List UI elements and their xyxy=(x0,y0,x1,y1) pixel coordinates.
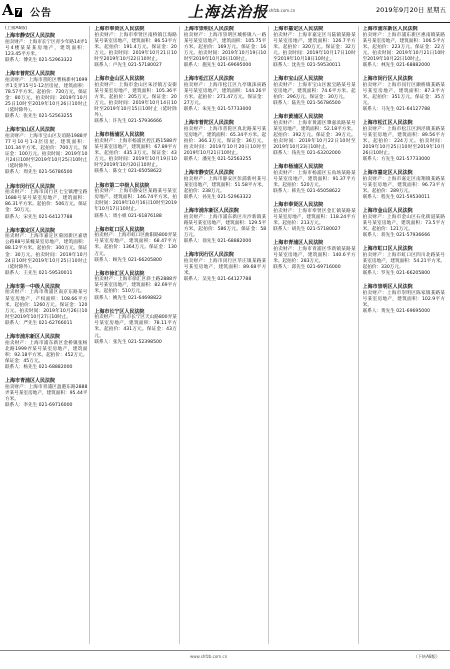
notice-body: 拍卖财产：上海市虹口区四川北路某号某室房地产，建筑面积：54.21平方米。起拍价：330万元。 xyxy=(362,252,446,271)
notice-body: 拍卖财产：上海市静安区彭浦新村某号某室房地产，建筑面积：51.58平方米。起拍价：238万元。 xyxy=(183,176,267,195)
page-badge xyxy=(2,2,22,18)
notice-contact: 联系人：邱先生 021-69716000 xyxy=(273,265,341,271)
court-notice xyxy=(5,334,87,371)
notice-title: 上海市宝山区人民法院 xyxy=(5,127,56,134)
page-letter: A xyxy=(2,1,14,19)
notice-title: 上海市普陀区人民法院 xyxy=(183,120,234,127)
page-footer xyxy=(0,650,450,669)
notice-contact: 联系人：施先生 021-69695000 xyxy=(183,63,252,69)
court-notice xyxy=(184,76,266,113)
court-notice xyxy=(5,33,87,64)
notice-title: 上海市闵行区人民法院 xyxy=(362,76,413,83)
court-notice xyxy=(363,170,445,201)
notice-contact: 联系人：朱先生 021-57733000 xyxy=(183,107,252,113)
notice-title: 上海市奉贤区人民法院 xyxy=(94,26,145,32)
notice-column xyxy=(273,26,358,644)
notice-contact: 联系人：徐先生 021-68882000 xyxy=(183,239,252,245)
court-notice xyxy=(363,120,445,163)
notice-contact: 联系人：傅先生 021-52963322 xyxy=(5,57,73,63)
court-notice xyxy=(363,208,445,239)
notice-body: 拍卖财产：上海市普陀区真北路某号某室房地产，建筑面积：65.34平方米。起拍价：366.3万元。保证金：36万元。拍卖时间：2019年10月20日10时至2019年10月21日10时止。 xyxy=(183,126,267,157)
court-notice xyxy=(273,26,355,69)
notice-title: 上海市杨浦区人民法院 xyxy=(94,132,145,139)
notice-title: 上海市宝山区人民法院 xyxy=(273,76,324,83)
notice-title: 上海市普陀区人民法院 xyxy=(5,71,56,78)
continued-note: （下转A8版） xyxy=(413,654,440,659)
notice-body: 拍卖财产：上海市普陀区曹杨新村1699弄1支弄15号1-12层房屋，建筑面积：78.57平方米。起拍价：720万元。保证金：80万元。拍卖时间：2019年10月25日10时至2019年10月26日10时止（延时除外）。 xyxy=(5,77,88,114)
notice-column xyxy=(363,26,445,644)
notice-contact: 联系人：严先生 021-62766011 xyxy=(5,320,73,326)
court-notice xyxy=(184,120,266,163)
continuation-tag: (上接A6版) xyxy=(5,26,28,31)
notice-body: 拍卖财产：上海市嘉定区南翔镇某路某号某室房地产，建筑面积：96.73平方米。起拍价：289万元。 xyxy=(362,176,446,195)
notice-body: 拍卖财产：上海市崇明区城桥镇八一路某号某室房地产，建筑面积：105.75平方米。起拍价：169万元。保证金：16万元。拍卖时间：2019年10月19日10时至2019年10月20日10时止。 xyxy=(183,32,267,62)
court-notice xyxy=(94,271,176,302)
court-notice xyxy=(363,26,445,69)
notice-contact: 联系人：周先生 021-56786500 xyxy=(5,170,73,176)
notice-title: 上海市浦东新区人民法院 xyxy=(362,26,418,32)
newspaper-masthead: 上海法治报 xyxy=(188,3,269,21)
court-notice xyxy=(363,76,445,113)
court-notice xyxy=(5,284,87,327)
court-notice xyxy=(5,71,87,120)
notice-contact: 联系人：顾先生 021-66205800 xyxy=(94,257,162,263)
notice-title: 上海市浦东新区人民法院 xyxy=(5,334,61,341)
notice-title: 上海市浦东新区人民法院 xyxy=(183,208,239,215)
notice-body: 拍卖财产：上海市金山区石化街道某路某号某室房地产，建筑面积：73.5平方米。起拍价：121万元。 xyxy=(362,214,446,233)
court-notice xyxy=(94,26,176,69)
court-notice xyxy=(5,127,87,176)
notice-contact: 联系人：沈先生 021-59530011 xyxy=(273,63,341,69)
court-notice xyxy=(94,132,176,175)
notice-contact: 联系人：潘先生 021-52563255 xyxy=(183,157,252,163)
notice-title: 上海市第一中级人民法院 xyxy=(5,283,61,290)
footer-url: www.shfzb.com.cn xyxy=(190,654,228,659)
notice-contact: 联系人：姚先生 021-64698822 xyxy=(94,295,162,301)
notice-contact: 联系人：李先生 021-69716000 xyxy=(5,402,73,408)
court-notice xyxy=(5,184,87,221)
notice-title: 上海市金山区人民法院 xyxy=(94,76,145,83)
notice-body: 拍卖财产：上海市松江区泗泾镇某路某号某室房地产，建筑面积：89.56平方米。起拍价：224万元。拍卖时间：2019年10月25日10时至2019年10月26日10时止。 xyxy=(362,126,446,157)
notice-title: 上海市黄浦区人民法院 xyxy=(273,114,324,121)
notice-contact: 联系人：钱先生 021-63202000 xyxy=(273,151,341,157)
notice-body: 拍卖财产：上海市嘉定区菊园新区嘉唐公路88号某幢某室房地产，建筑面积：88.12平方米。起拍价：300万元。保证金：30万元。拍卖时间：2019年10月24日10时至2019年10月25日10时止（延时除外）。 xyxy=(5,234,88,270)
page-number: 7 xyxy=(15,8,22,17)
notice-body: 拍卖财产：上海市闵行区七宝镇漕宝路1688号某号某室房地产，建筑面积：86.31平方米。起拍价：506万元。保证金：50万元。 xyxy=(5,190,88,214)
notice-contact: 联系人：卢先生 021-57180027 xyxy=(94,63,162,69)
court-notice xyxy=(184,252,266,283)
notice-body: 拍卖财产：上海市奉贤区南桥镇江海路某号某室房地产，建筑面积：86.53平方米。起拍价：191.4万元。保证金：20万元。拍卖时间：2019年10月21日10时至2019年10月22日10时止。 xyxy=(94,32,177,62)
court-notice xyxy=(184,170,266,201)
notice-contact: 联系人：韩先生 021-65058622 xyxy=(273,189,341,195)
notice-body: 拍卖财产：上海市长宁区天山路800弄某号某室房地产，建筑面积：78.11平方米。起拍价：431万元。保证金：43万元。 xyxy=(94,315,177,339)
notice-body: 拍卖财产：上海市浦东新区川沙新镇某路某号某室房地产，建筑面积：129.5平方米。起拍价：586万元。保证金：58万元。 xyxy=(183,214,267,239)
notice-contact: 联系人：宋先生 021-64127788 xyxy=(5,214,73,220)
court-notice xyxy=(5,228,87,277)
notice-body: 拍卖财产：上海市闵行区颛桥镇某路某号某室房地产，建筑面积：87.3平方米。起拍价：351万元。保证金：35万元。 xyxy=(362,82,446,107)
notice-body: 拍卖财产：上海市浦东新区惠南镇某路某号某室房地产，建筑面积：106.5平方米。起拍价：223万元。保证金：22万元。拍卖时间：2019年10月21日10时至2019年10月22日10时止。 xyxy=(362,32,446,62)
notice-contact: 联系人：马先生 021-64127788 xyxy=(362,107,431,113)
notice-contact: 联系人：黄先生 021-69695000 xyxy=(362,309,431,315)
notice-title: 上海市嘉定区人民法院 xyxy=(273,26,324,32)
court-notice xyxy=(273,202,355,233)
notice-title: 上海市金山区人民法院 xyxy=(362,208,413,215)
notice-title: 上海市崇明区人民法院 xyxy=(183,26,234,32)
court-notice xyxy=(94,183,176,220)
notice-title: 上海市青浦区人民法院 xyxy=(273,240,324,247)
court-notice xyxy=(273,240,355,271)
notice-title: 上海市虹口区人民法院 xyxy=(94,226,145,233)
notice-body: 拍卖财产：上海市金山区朱泾镇万安街某号某室房地产，建筑面积：105.36平方米。起拍价：205万元。保证金：20万元。拍卖时间：2019年10月14日10时至2019年10月15日10时止（延时除外）。 xyxy=(94,82,177,119)
court-notice xyxy=(94,227,176,264)
notice-title: 上海市徐汇区人民法院 xyxy=(94,270,145,277)
notice-body: 拍卖财产：上海市虹口区曲阳路800弄某号某室房地产，建筑面积：68.47平方米。起拍价：1364万元。保证金：130万元。 xyxy=(94,233,177,257)
notice-contact: 联系人：蒋先生 021-57936666 xyxy=(362,233,431,239)
court-notice xyxy=(94,309,176,346)
notice-body: 拍卖财产：上海市黄浦区南京东路某号某室房地产，产权面积：108.66平方米。起拍价：1260万元。保证金：120万元。拍卖时间：2019年10月26日10时至2019年10月27日10时止。 xyxy=(5,290,88,320)
notice-title: 上海市青浦区人民法院 xyxy=(5,378,56,385)
court-notice xyxy=(94,76,176,125)
notice-column xyxy=(5,26,90,644)
page-header xyxy=(0,0,450,23)
notice-body: 拍卖财产：上海市静安区某路某号某室房地产。建筑面积：146.74平方米。拍卖时间：2019年10月16日10时至2019年10月17日10时止。 xyxy=(94,189,177,213)
section-name: 公告 xyxy=(30,8,52,19)
notice-body: 拍卖财产：上海市杨浦区五角场某路某号某室房地产，建筑面积：91.37平方米。起拍价：520万元。 xyxy=(273,170,356,189)
masthead-url: www.shfzb.com.cn xyxy=(258,8,296,13)
notice-title: 上海市崇明区人民法院 xyxy=(362,284,413,291)
notice-body: 拍卖财产：上海市杨浦区控江路1588弄某号某室房地产，建筑面积：67.89平方米。起拍价：435.3万元。保证金：43万元。拍卖时间：2019年10月19日10时至2019年10月20日10时止。 xyxy=(94,139,177,169)
notice-body: 拍卖财产：上海市青浦区盈港东路2888弄某号某室房地产，建筑面积：95.44平方米。 xyxy=(5,384,88,402)
notice-columns xyxy=(5,26,445,644)
notice-title: 上海市闵行区人民法院 xyxy=(5,183,56,190)
notice-body: 拍卖财产：上海市宝山区友谊路1988弄77号10号1-3层房屋，建筑面积：101.34平方米。起拍价：700万元。保证金：100万元。拍卖时间：2019年10月24日10时至2019年10月25日10时止（延时除外）。 xyxy=(5,133,88,170)
notice-body: 拍卖财产：上海市松江区九亭镇涞寅路某号某室房地产，建筑面积：144.26平方米。起拍价：271.47万元。保证金：27万元。 xyxy=(183,82,267,107)
notice-title: 上海市闵行区人民法院 xyxy=(183,252,234,259)
notice-body: 拍卖财产：上海市长宁区青少年路14弄1号4楼某某某房地产，建筑面积：123.45平方米。 xyxy=(5,39,88,57)
notice-body: 拍卖财产：上海市闵行区莘庄镇某路某号某室房地产，建筑面积：89.68平方米。 xyxy=(183,259,267,277)
notice-contact: 联系人：陈女士 021-65058622 xyxy=(94,169,162,175)
notice-contact: 联系人：孙先生 021-52963322 xyxy=(183,195,252,201)
notice-contact: 联系人：王先生 021-59530011 xyxy=(5,270,73,276)
notice-column xyxy=(94,26,179,644)
notice-contact: 联系人：许先生 021-57936666 xyxy=(94,119,162,125)
notice-body: 拍卖财产：上海市徐汇区斜土路2888弄某号某室房地产，建筑面积：82.69平方米。起拍价：510万元。 xyxy=(94,277,177,295)
notice-contact: 联系人：林先生 021-68882000 xyxy=(362,63,431,69)
notice-title: 上海市嘉定区人民法院 xyxy=(362,170,413,177)
notice-contact: 联系人：吴先生 021-64127788 xyxy=(183,277,252,283)
court-notice xyxy=(363,246,445,277)
notice-title: 上海市奉贤区人民法院 xyxy=(273,202,324,209)
notice-contact: 联系人：张先生 021-52563255 xyxy=(5,114,73,120)
notice-contact: 联系人：胡先生 021-57180027 xyxy=(273,227,341,233)
notice-title: 上海市松江区人民法院 xyxy=(362,120,413,127)
notice-title: 上海市第二中级人民法院 xyxy=(94,182,150,189)
court-notice xyxy=(184,26,266,69)
court-notice xyxy=(273,76,355,107)
court-notice xyxy=(363,284,445,315)
notice-title: 上海市嘉定区人民法院 xyxy=(5,227,56,234)
court-notice xyxy=(273,114,355,157)
notice-body: 拍卖财产：上海市青浦区华新镇某路某号某室房地产，建筑面积：140.6平方米。起拍价：283万元。 xyxy=(273,246,356,264)
notice-contact: 联系人：杨先生 021-68882000 xyxy=(5,365,73,370)
notice-contact: 联系人：方先生 021-57733000 xyxy=(362,157,431,163)
notice-column xyxy=(184,26,269,644)
issue-date: 2019年9月20日 星期五 xyxy=(375,6,446,14)
notice-body: 拍卖财产：上海市崇明区陈家镇某路某号某室房地产，建筑面积：102.9平方米。 xyxy=(362,290,446,309)
notice-title: 上海市长宁区人民法院 xyxy=(94,308,145,315)
notice-contact: 联系人：程先生 021-59530011 xyxy=(362,195,431,201)
notice-contact: 联系人：陆先生 021-56786500 xyxy=(273,101,341,107)
notice-contact: 联系人：罗先生 021-66205800 xyxy=(362,271,431,277)
notice-body: 拍卖财产：上海市奉贤区金汇镇某路某号某室房地产，建筑面积：118.24平方米。起拍价：213万元。 xyxy=(273,208,356,227)
court-notice xyxy=(273,164,355,195)
notice-body: 拍卖财产：上海市嘉定区马陆镇某路某号某室房地产，建筑面积：126.7平方米。起拍价：320万元。保证金：32万元。拍卖时间：2019年10月17日10时至2019年10月18日10时止。 xyxy=(273,32,356,62)
notice-body: 拍卖财产：上海市宝山区淞宝路某号某室房地产，建筑面积：74.6平方米。起拍价：296万元。保证金：30万元。 xyxy=(273,82,356,100)
notice-title: 上海市杨浦区人民法院 xyxy=(273,164,324,171)
notice-title: 上海市静安区人民法院 xyxy=(183,170,234,177)
notice-title: 上海市虹口区人民法院 xyxy=(362,246,413,253)
notice-body: 拍卖财产：上海市浦东新区金桥镇张杨北路1999弄某号某室房地产，建筑面积：92.18平方米。起拍价：452万元。保证金：45万元。 xyxy=(5,340,88,364)
notice-body: 拍卖财产：上海市黄浦区肇嘉浜路某号某室房地产，建筑面积：52.18平方米。起拍价：392万元。保证金：39万元。拍卖时间：2019年10月22日10时至2019年10月23日10时止。 xyxy=(273,120,356,151)
notice-title: 上海市静安区人民法院 xyxy=(5,33,56,40)
notice-title: 上海市松江区人民法院 xyxy=(183,76,234,83)
notice-contact: 联系人：周小姐 021-61876188 xyxy=(94,213,162,219)
court-notice xyxy=(184,208,266,245)
court-notice xyxy=(5,378,87,409)
notice-contact: 联系人：张先生 021-52398500 xyxy=(94,339,162,345)
